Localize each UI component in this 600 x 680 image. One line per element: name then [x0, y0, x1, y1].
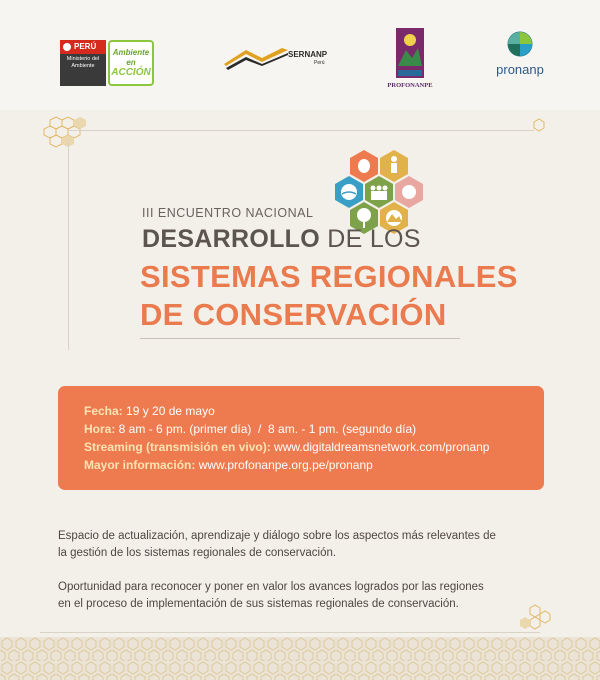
title-light: DE LOS — [320, 225, 421, 253]
sernanp-sub: Perú — [314, 60, 325, 66]
description-paragraph-2: Oportunidad para reconocer y poner en valor los avances logrados por las regiones en el proceso de implementación de sus sistemas regionales de conservación. — [58, 581, 484, 610]
hora-value: 8 am - 6 pm. (primer día) / 8 am. - 1 pm. (segundo día) — [115, 422, 417, 436]
fecha-value: 19 y 20 de mayo — [122, 404, 215, 418]
streaming-label: Streaming (transmisión en vivo): — [84, 440, 271, 454]
fecha-row — [84, 402, 544, 420]
streaming-row — [84, 438, 544, 456]
hexagon-pattern-topleft-icon — [40, 114, 100, 164]
sernanp-mountain-icon — [222, 44, 292, 70]
logo-bar — [0, 0, 600, 110]
hand-icon — [395, 176, 423, 208]
bird-icon — [350, 150, 378, 182]
title-line1 — [142, 225, 421, 254]
streaming-link[interactable]: www.digitaldreamsnetwork.com/pronanp — [270, 440, 490, 454]
accion-text: ACCIÓN — [111, 67, 151, 78]
mayor-info-link[interactable]: www.profonanpe.org.pe/pronanp — [195, 458, 373, 472]
title-line2: SISTEMAS REGIONALES — [140, 259, 518, 294]
mayor-info-label: Mayor información: — [84, 458, 196, 472]
peru-label: PERÚ — [60, 40, 106, 54]
description-paragraph-1: Espacio de actualización, aprendizaje y diálogo sobre los aspectos más relevantes de la gestión de los sistemas regionales de conservación. — [58, 530, 496, 559]
frame-left-line — [68, 140, 69, 350]
hexagon-band-pattern-icon — [0, 637, 600, 680]
profonanpe-text: PROFONANPE — [387, 82, 433, 89]
water-icon — [335, 176, 363, 208]
mayor-info-row — [84, 456, 544, 474]
profonanpe-logo — [382, 26, 438, 92]
hexagon-topright-icon — [530, 118, 550, 134]
en-text: en — [126, 58, 136, 67]
description — [58, 528, 538, 630]
profonanpe-emblem-icon — [382, 26, 438, 82]
title-divider — [140, 338, 460, 339]
event-edition: III ENCUENTRO NACIONAL — [142, 206, 314, 220]
ambiente-en-accion-logo — [108, 40, 154, 86]
hora-label: Hora: — [84, 422, 116, 436]
pronanp-text: pronanp — [496, 62, 544, 77]
ministry-label: Ministerio del Ambiente — [60, 54, 106, 86]
ambiente-text: Ambiente — [112, 48, 150, 57]
pronanp-logo — [490, 30, 550, 80]
hora-row — [84, 420, 544, 438]
ministerio-ambiente-logo — [60, 40, 154, 86]
sernanp-text: SERNANP — [288, 50, 328, 59]
fecha-label: Fecha: — [84, 404, 123, 418]
people-icon — [365, 176, 393, 208]
title-bold: DESARROLLO — [142, 225, 320, 253]
hiker-icon — [380, 150, 408, 182]
bottom-hexagon-band — [0, 637, 600, 680]
title-line3: DE CONSERVACIÓN — [140, 297, 447, 332]
event-info-box — [58, 386, 544, 490]
pronanp-circle-icon — [490, 30, 550, 62]
sernanp-logo — [222, 44, 332, 74]
frame-top-line — [68, 130, 534, 131]
frame-bottom-line — [40, 632, 540, 633]
